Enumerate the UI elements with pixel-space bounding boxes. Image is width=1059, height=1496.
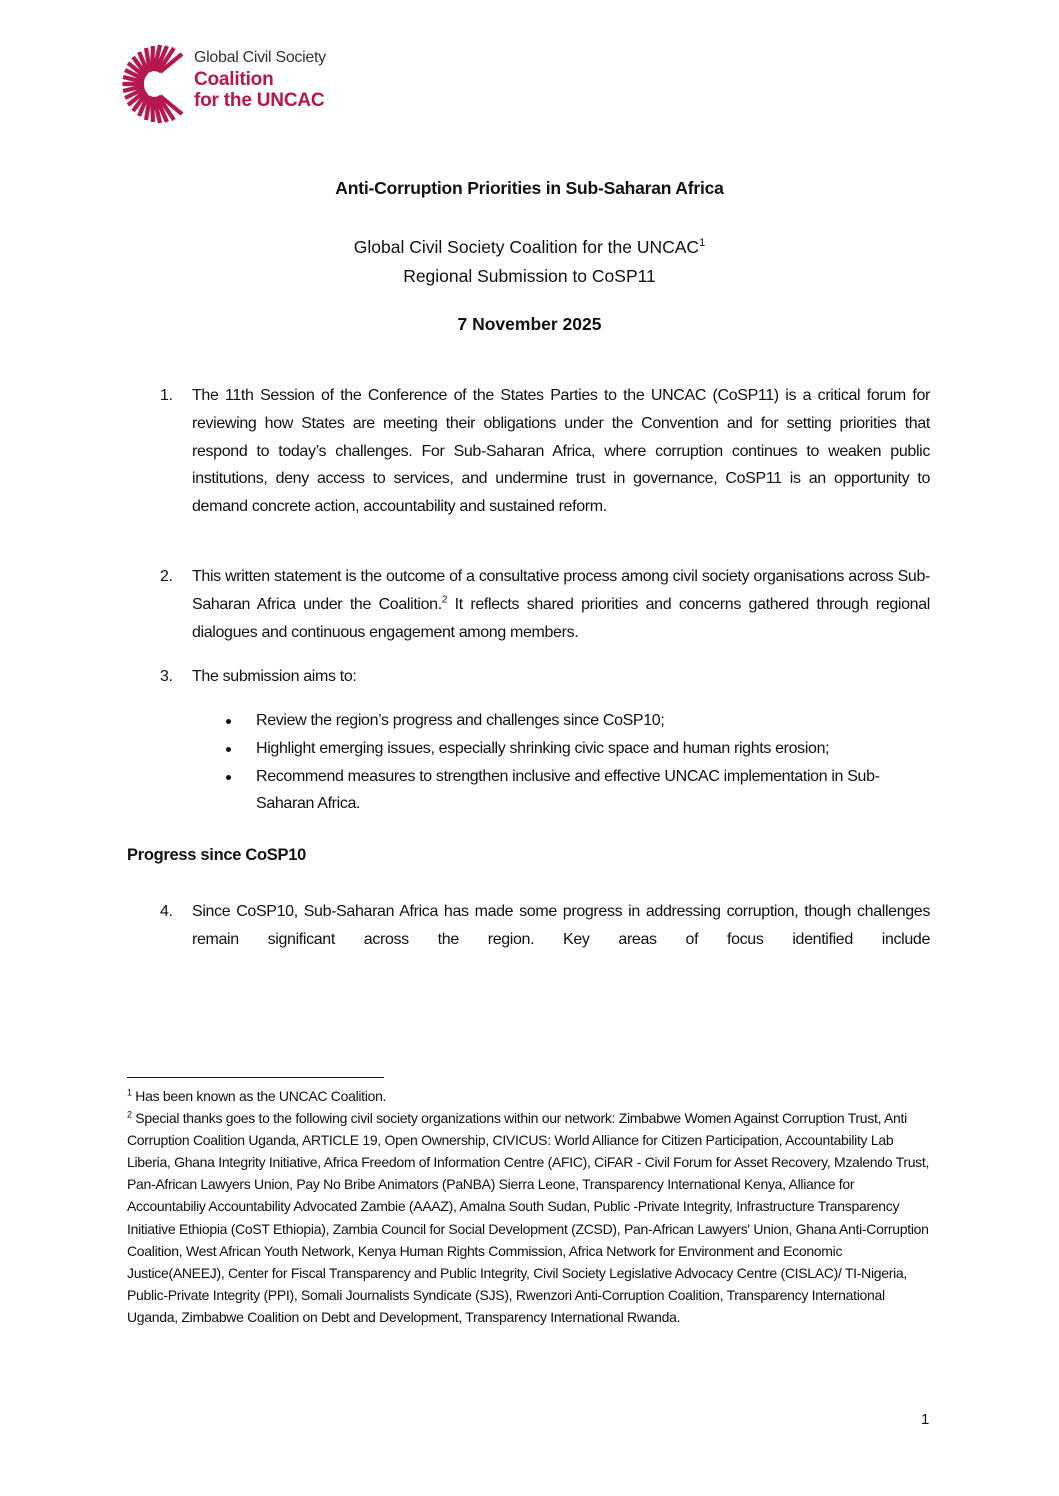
footnotes (127, 1085, 932, 1328)
logo-line-1: Global Civil Society (194, 49, 326, 66)
footnote-text: Has been known as the UNCAC Coalition. (131, 1088, 387, 1104)
page-number: 1 (921, 1411, 930, 1428)
document-title: Anti-Corruption Priorities in Sub-Saharan Africa (335, 178, 724, 198)
bullet-item (222, 707, 930, 735)
paragraph-number: 3. (160, 668, 173, 685)
paragraph-text: Since CoSP10, Sub-Saharan Africa has made some progress in addressing corruption, though challenges remain significant across the region. Key areas of focus identified include (192, 903, 930, 948)
bullet-text: Recommend measures to strengthen inclusive and effective UNCAC implementation in Sub-Saharan Africa. (256, 767, 880, 813)
bullet-icon (226, 775, 231, 780)
bullet-text: Review the region’s progress and challenges since CoSP10; (256, 712, 665, 729)
footnote-1 (127, 1085, 932, 1107)
coalition-logo (122, 44, 352, 124)
subtitle-line-1: Global Civil Society Coalition for the UNCAC (353, 237, 700, 257)
footnote-marker: 1 (127, 1087, 132, 1098)
document-subtitle (0, 233, 1059, 291)
aims-bullet-list (222, 707, 930, 818)
sunburst-c-logo-icon (122, 44, 188, 124)
paragraph-text (192, 563, 930, 646)
paragraph-text-before: This written statement is the outcome of a consultative process among civil society organisations across Sub-Saharan Africa under the Coalition. (192, 568, 930, 613)
paragraph-number: 1. (160, 387, 173, 404)
paragraph-3 (160, 663, 930, 691)
paragraph-2 (160, 563, 930, 646)
logo-wordmark (194, 50, 326, 112)
paragraph-text: The submission aims to: (192, 668, 357, 685)
paragraph-text: The 11th Session of the Conference of the States Parties to the UNCAC (CoSP11) is a critical forum for reviewing how States are meeting their obligations under the Convention and for setting priorities that respond to today’s challenges. For Sub-Saharan Africa, where corruption continues to weaken public institutions, deny access to services, and undermine trust in governance, CoSP11 is an opportunity to demand concrete action, accountability and sustained reform. (192, 387, 930, 516)
footnote-2 (127, 1107, 932, 1328)
bullet-item (222, 735, 930, 763)
logo-line-3: for the UNCAC (194, 90, 325, 111)
subtitle-line-2: Regional Submission to CoSP11 (403, 266, 656, 286)
bullet-item (222, 763, 930, 819)
footnote-text: Special thanks goes to the following civil society organizations within our network: Zimbabwe Women Against Corruption Trust, Anti Corruption Coalition Uganda, ARTICLE 19, Open Ownership, CIVICUS: World Alliance for Citizen Participation, Accountability Lab Liberia, Ghana Integrity Initiative, Africa Freedom of Information Centre (AFIC), CiFAR - Civil Forum for Asset Recovery, Mzalendo Trust, Pan-African Lawyers Union, Pay No Bribe Animators (PaNBA) Sierra Leone, Transparency International Kenya, Alliance for Accountabiliy Accountability Advocated Zambie (AAAZ), Amalna South Sudan, Public -Private Integrity, Infrastructure Transparency Initiative Ethiopia (CoST Ethiopia), Zambia Council for Social Development (ZCSD), Pan-African Lawyers' Union, Ghana Anti-Corruption Coalition, West African Youth Network, Kenya Human Rights Commission, Africa Network for Environment and Economic Justice(ANEEJ), Center for Fiscal Transparency and Public Integrity, Civil Society Legislative Advocacy Centre (CISLAC)/ TI-Nigeria, Public-Private Integrity (PPI), Somali Journalists Syndicate (SJS), Rwenzori Anti-Corruption Coalition, Transparency International Uganda, Zimbabwe Coalition on Debt and Development, Transparency International Rwanda. (127, 1110, 930, 1325)
footnote-separator (127, 1077, 384, 1078)
section-heading: Progress since CoSP10 (127, 846, 306, 864)
logo-line-2: Coalition (194, 69, 274, 90)
footnote-marker: 2 (127, 1109, 132, 1120)
paragraph-4 (160, 898, 930, 954)
footnote-ref-1[interactable]: 1 (699, 237, 706, 250)
paragraph-1 (160, 382, 930, 521)
paragraph-number: 2. (160, 568, 173, 585)
paragraph-number: 4. (160, 903, 173, 920)
bullet-icon (226, 719, 231, 724)
footnote-ref-2[interactable]: 2 (441, 594, 448, 606)
bullet-icon (226, 747, 231, 752)
document-date: 7 November 2025 (457, 314, 602, 334)
bullet-text: Highlight emerging issues, especially shrinking civic space and human rights erosion; (256, 739, 830, 757)
paragraph-text-after: It reflects shared priorities and concerns gathered through regional dialogues and continuous engagement among members. (192, 595, 930, 641)
